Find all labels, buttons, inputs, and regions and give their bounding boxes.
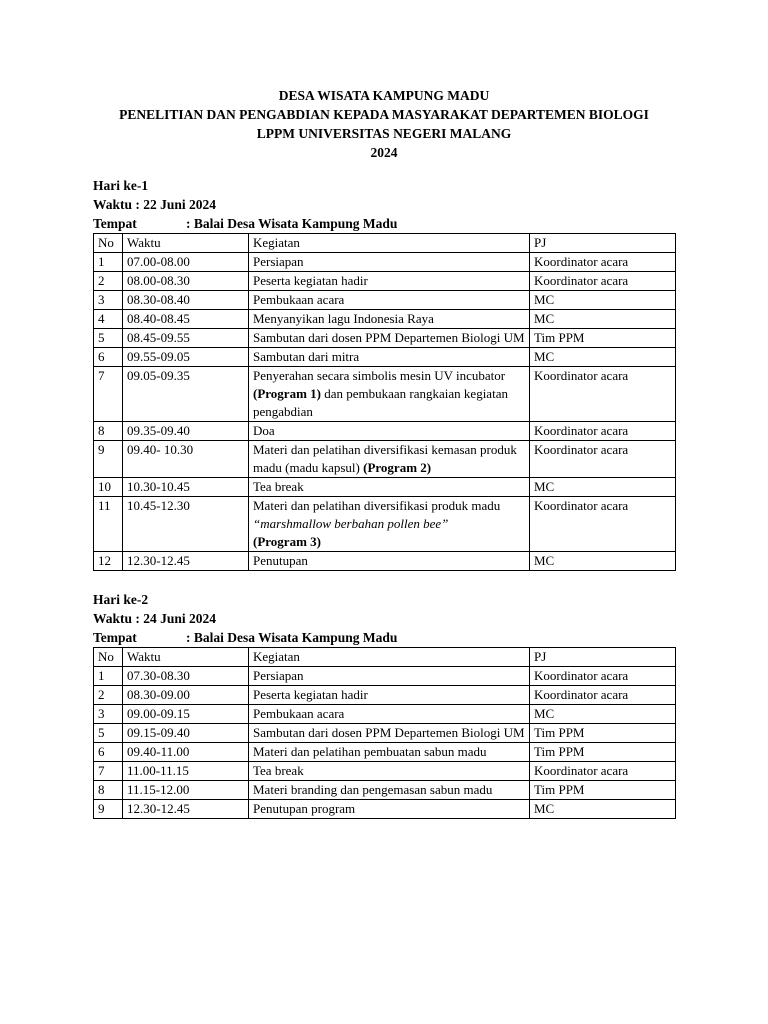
row-pj: Koordinator acara: [530, 667, 676, 686]
day1-place-line: [93, 214, 675, 233]
row-time: 09.40- 10.30: [123, 441, 249, 478]
row-no: 7: [94, 367, 123, 422]
table-row: [94, 724, 676, 743]
row-no: 3: [94, 291, 123, 310]
header-line-2: PENELITIAN DAN PENGABDIAN KEPADA MASYARAKAT DEPARTEMEN BIOLOGI: [119, 107, 649, 122]
row-time: 09.00-09.15: [123, 705, 249, 724]
row-pj: Tim PPM: [530, 329, 676, 348]
row-activity: Sambutan dari dosen PPM Departemen Biologi UM: [249, 329, 530, 348]
row-no: 5: [94, 724, 123, 743]
document-header: [0, 86, 768, 162]
row-activity: Materi dan pelatihan pembuatan sabun madu: [249, 743, 530, 762]
table-row: [94, 762, 676, 781]
row-time: 09.05-09.35: [123, 367, 249, 422]
row-activity: Menyanyikan lagu Indonesia Raya: [249, 310, 530, 329]
row-pj: Koordinator acara: [530, 686, 676, 705]
table-row: [94, 497, 676, 552]
row-activity: Tea break: [249, 478, 530, 497]
day1-date: Waktu : 22 Juni 2024: [93, 197, 217, 212]
row-time: 08.40-08.45: [123, 310, 249, 329]
product-name: “marshmallow berbahan pollen bee”: [253, 516, 449, 531]
header-line-1: DESA WISATA KAMPUNG MADU: [278, 88, 490, 103]
row-time: 07.00-08.00: [123, 253, 249, 272]
col-header-pj: PJ: [530, 648, 676, 667]
table-row: [94, 253, 676, 272]
row-activity: [249, 367, 530, 422]
row-pj: MC: [530, 552, 676, 571]
row-pj: MC: [530, 348, 676, 367]
table-row: [94, 310, 676, 329]
col-header-no: No: [94, 648, 123, 667]
row-pj: MC: [530, 478, 676, 497]
table-header-row: [94, 234, 676, 253]
col-header-activity: Kegiatan: [249, 648, 530, 667]
row-no: 8: [94, 781, 123, 800]
header-line-3: LPPM UNIVERSITAS NEGERI MALANG: [256, 126, 512, 141]
activity-text: Materi dan pelatihan diversifikasi produk madu: [253, 498, 501, 513]
row-pj: Koordinator acara: [530, 272, 676, 291]
row-no: 8: [94, 422, 123, 441]
row-time: 12.30-12.45: [123, 552, 249, 571]
row-time: 10.30-10.45: [123, 478, 249, 497]
day2-title: Hari ke-2: [93, 592, 149, 607]
table-row: [94, 367, 676, 422]
row-activity: Penutupan: [249, 552, 530, 571]
table-row: [94, 781, 676, 800]
row-time: 11.00-11.15: [123, 762, 249, 781]
row-activity: Pembukaan acara: [249, 291, 530, 310]
col-header-activity: Kegiatan: [249, 234, 530, 253]
row-activity: Tea break: [249, 762, 530, 781]
row-no: 4: [94, 310, 123, 329]
row-no: 2: [94, 686, 123, 705]
row-no: 2: [94, 272, 123, 291]
table-header-row: [94, 648, 676, 667]
table-row: [94, 329, 676, 348]
table-row: [94, 441, 676, 478]
day1-section: [93, 176, 675, 571]
activity-text-cont: dan pembukaan rangkaian kegiatan pengabdian: [253, 386, 508, 419]
table-row: [94, 348, 676, 367]
row-activity: Persiapan: [249, 667, 530, 686]
row-time: 09.55-09.05: [123, 348, 249, 367]
row-time: 12.30-12.45: [123, 800, 249, 819]
row-time: 09.35-09.40: [123, 422, 249, 441]
day2-place-label: Tempat: [93, 630, 137, 645]
row-time: 08.30-08.40: [123, 291, 249, 310]
day2-schedule-table: [93, 647, 676, 819]
row-pj: Tim PPM: [530, 781, 676, 800]
col-header-time: Waktu: [123, 648, 249, 667]
row-activity: Penutupan program: [249, 800, 530, 819]
row-pj: MC: [530, 291, 676, 310]
row-pj: Koordinator acara: [530, 367, 676, 422]
table-row: [94, 478, 676, 497]
row-activity: [249, 497, 530, 552]
row-activity: Materi branding dan pengemasan sabun madu: [249, 781, 530, 800]
table-row: [94, 743, 676, 762]
row-activity: Pembukaan acara: [249, 705, 530, 724]
program-label: (Program 1): [253, 386, 321, 401]
row-time: 09.15-09.40: [123, 724, 249, 743]
row-no: 5: [94, 329, 123, 348]
row-time: 08.45-09.55: [123, 329, 249, 348]
row-pj: Koordinator acara: [530, 422, 676, 441]
row-no: 1: [94, 253, 123, 272]
row-pj: MC: [530, 705, 676, 724]
row-no: 11: [94, 497, 123, 552]
row-pj: MC: [530, 310, 676, 329]
row-pj: Koordinator acara: [530, 441, 676, 478]
row-activity: Peserta kegiatan hadir: [249, 272, 530, 291]
day2-section: [93, 590, 675, 819]
table-row: [94, 291, 676, 310]
table-row: [94, 552, 676, 571]
row-no: 6: [94, 348, 123, 367]
day1-title: Hari ke-1: [93, 178, 149, 193]
table-row: [94, 800, 676, 819]
row-activity: Persiapan: [249, 253, 530, 272]
table-row: [94, 686, 676, 705]
col-header-no: No: [94, 234, 123, 253]
row-no: 7: [94, 762, 123, 781]
row-no: 1: [94, 667, 123, 686]
row-pj: Koordinator acara: [530, 762, 676, 781]
row-time: 10.45-12.30: [123, 497, 249, 552]
day1-place-value: : Balai Desa Wisata Kampung Madu: [186, 216, 398, 231]
table-row: [94, 272, 676, 291]
row-pj: Tim PPM: [530, 743, 676, 762]
col-header-pj: PJ: [530, 234, 676, 253]
table-row: [94, 667, 676, 686]
row-no: 9: [94, 441, 123, 478]
row-pj: Tim PPM: [530, 724, 676, 743]
row-time: 07.30-08.30: [123, 667, 249, 686]
program-label: (Program 3): [253, 534, 321, 549]
day1-place-label: Tempat: [93, 216, 137, 231]
row-time: 08.00-08.30: [123, 272, 249, 291]
row-pj: Koordinator acara: [530, 253, 676, 272]
row-activity: [249, 441, 530, 478]
row-activity: Peserta kegiatan hadir: [249, 686, 530, 705]
activity-text: Materi dan pelatihan diversifikasi kemasan produk madu (madu kapsul): [253, 442, 517, 475]
row-pj: Koordinator acara: [530, 497, 676, 552]
row-no: 3: [94, 705, 123, 724]
table-row: [94, 705, 676, 724]
col-header-time: Waktu: [123, 234, 249, 253]
day2-place-value: : Balai Desa Wisata Kampung Madu: [186, 630, 398, 645]
row-no: 10: [94, 478, 123, 497]
activity-text: Penyerahan secara simbolis mesin UV incubator: [253, 368, 506, 383]
row-time: 09.40-11.00: [123, 743, 249, 762]
day2-place-line: [93, 628, 675, 647]
row-time: 11.15-12.00: [123, 781, 249, 800]
day1-schedule-table: [93, 233, 676, 571]
table-row: [94, 422, 676, 441]
day2-date: Waktu : 24 Juni 2024: [93, 611, 217, 626]
row-time: 08.30-09.00: [123, 686, 249, 705]
row-pj: MC: [530, 800, 676, 819]
row-no: 12: [94, 552, 123, 571]
row-no: 9: [94, 800, 123, 819]
row-activity: Sambutan dari dosen PPM Departemen Biologi UM: [249, 724, 530, 743]
row-activity: Sambutan dari mitra: [249, 348, 530, 367]
header-line-4: 2024: [370, 145, 398, 160]
program-label: (Program 2): [363, 460, 432, 475]
row-no: 6: [94, 743, 123, 762]
row-activity: Doa: [249, 422, 530, 441]
